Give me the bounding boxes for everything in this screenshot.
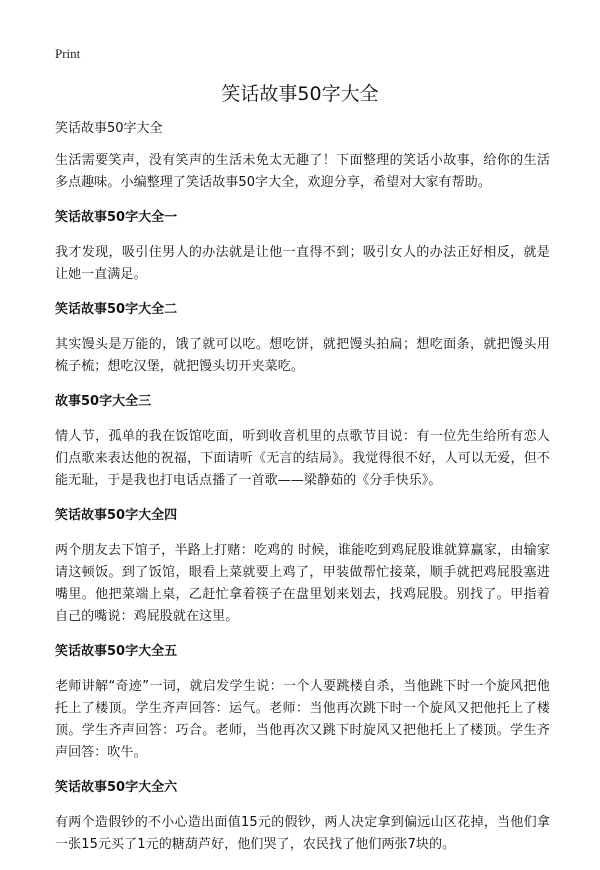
- section-body-5: 老师讲解“奇迹”一词，就启发学生说：一个人要跳楼自杀，当他跳下时一个旋风把他托上了楼顶。学生齐声回答：运气。老师：当他再次跳下时一个旋风又把他托上了楼顶。学生齐声回答：巧合。老师，当他再次又跳下时旋风又把他托上了楼顶。学生齐声回答：吹牛。: [55, 679, 550, 760]
- section-body-4: 两个朋友去下馆子，半路上打赌：吃鸡的 时候，谁能吃到鸡屁股谁就算赢家，由输家请这顿饭。到了饭馆，眼看上菜就要上鸡了，甲装做帮忙接菜，顺手就把鸡屁股塞进嘴里。他把菜端上桌，乙赶忙拿着筷子在盘里划来划去，找鸡屁股。别找了。甲指着自己的嘴说：鸡屁股就在这里。: [55, 543, 550, 624]
- section-body-3: 情人节，孤单的我在饭馆吃面，听到收音机里的点歌节目说：有一位先生给所有恋人们点歌来表达他的祝福，下面请听《无言的结局》。我觉得很不好，人可以无爱，但不能无耻，于是我也打电话点播了一首歌——梁静茹的《分手快乐》。: [55, 429, 550, 488]
- section-body-1: 我才发现，吸引住男人的办法就是让他一直得不到；吸引女人的办法正好相反，就是让她一直满足。: [55, 245, 550, 282]
- article-body: [55, 118, 550, 870]
- print-link[interactable]: Print: [55, 46, 81, 61]
- section-heading-6: 笑话故事50字大全六: [55, 780, 178, 795]
- section-body-6: 有两个造假钞的不小心造出面值15元的假钞，两人决定拿到偏远山区花掉，当他们拿一张15元买了1元的糖葫芦好，他们哭了，农民找了他们两张7块的。: [55, 815, 550, 852]
- section-heading-5: 笑话故事50字大全五: [55, 644, 178, 659]
- section-heading-3: 故事50字大全三: [55, 394, 152, 409]
- section-heading-1: 笑话故事50字大全一: [55, 210, 178, 225]
- section-heading-4: 笑话故事50字大全四: [55, 508, 178, 523]
- intro-paragraph: 生活需要笑声，没有笑声的生活未免太无趣了！下面整理的笑话小故事，给你的生活多点趣味。小编整理了笑话故事50字大全，欢迎分享，希望对大家有帮助。: [55, 153, 550, 190]
- article-subtitle: 笑话故事50字大全: [55, 121, 163, 136]
- page-title: 笑话故事50字大全: [221, 83, 379, 105]
- section-body-2: 其实馒头是万能的，饿了就可以吃。想吃饼，就把馒头拍扁；想吃面条，就把馒头用梳子梳；想吃汉堡，就把馒头切开夹菜吃。: [55, 337, 550, 374]
- section-heading-2: 笑话故事50字大全二: [55, 302, 178, 317]
